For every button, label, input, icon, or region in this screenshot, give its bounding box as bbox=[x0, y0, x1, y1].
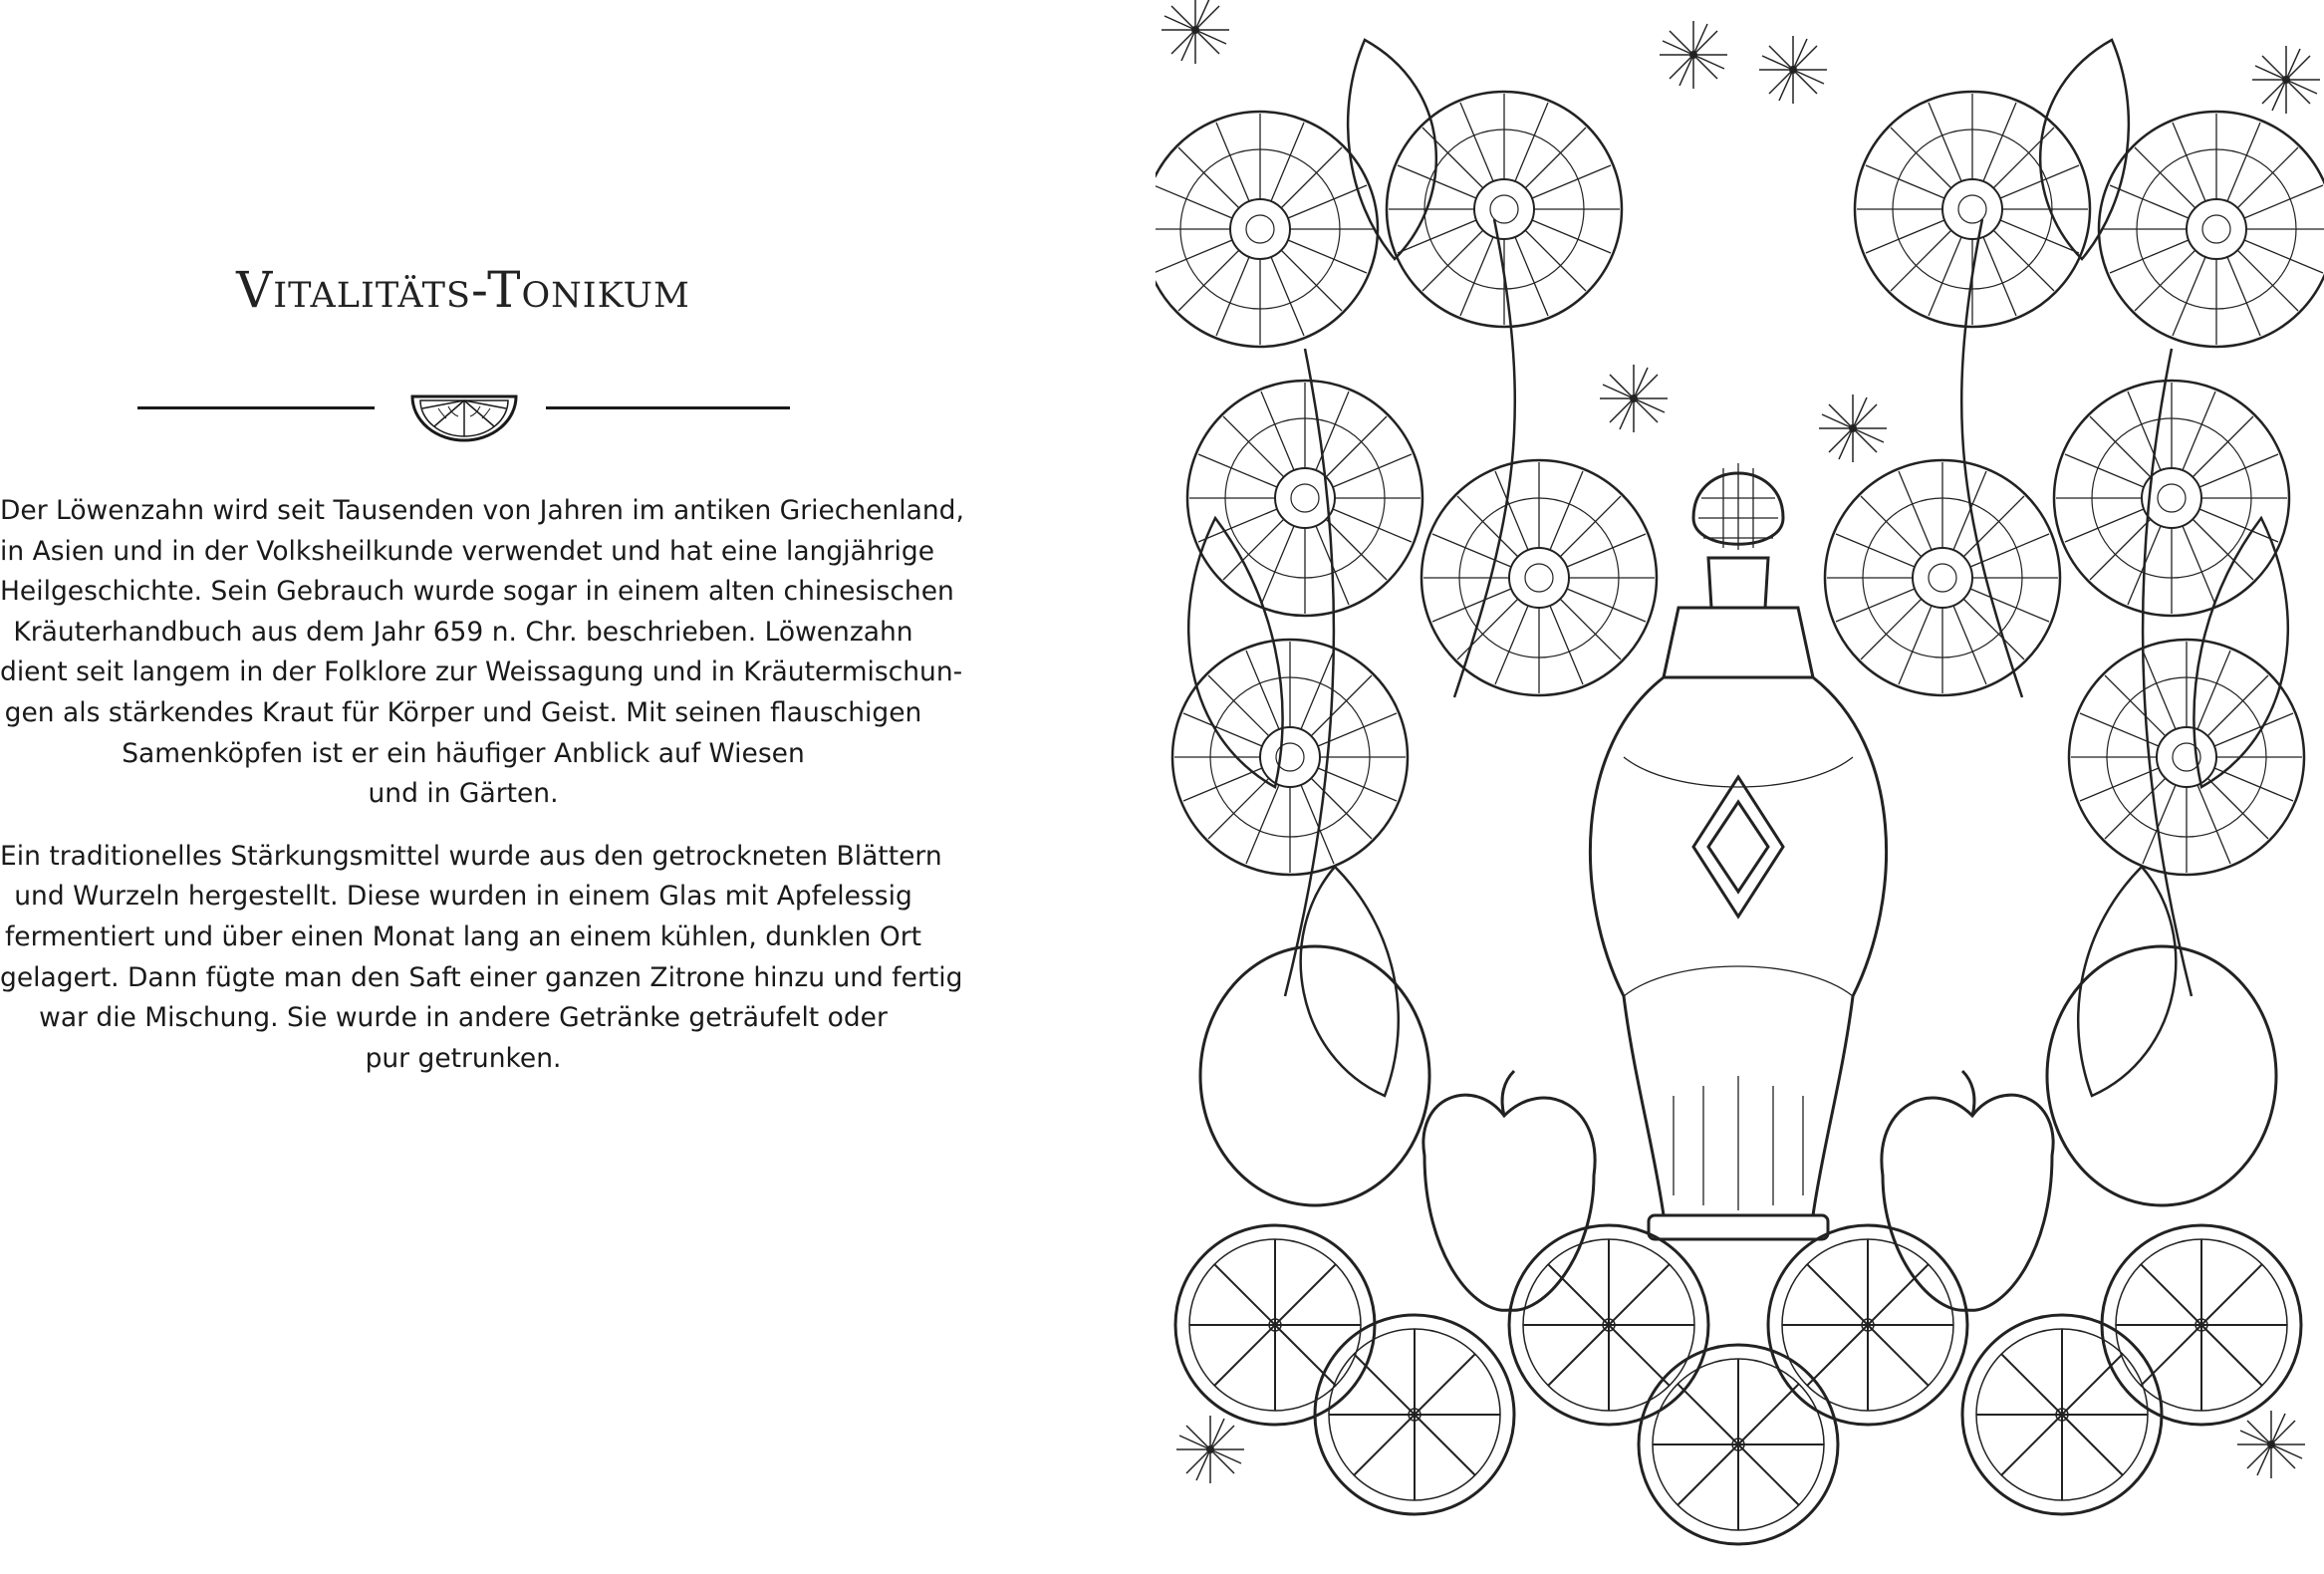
citrus-slice-icon bbox=[408, 387, 520, 442]
text-line: war die Mischung. Sie wurde in andere Getränke geträufelt oder bbox=[39, 1002, 888, 1034]
page-title: Vitalitäts-Tonikum bbox=[236, 261, 690, 319]
paragraph-1 bbox=[0, 491, 964, 815]
text-line: pur getrunken. bbox=[365, 1042, 562, 1074]
divider-rule-left bbox=[137, 406, 375, 409]
paragraph-2 bbox=[0, 837, 963, 1080]
text-line: und Wurzeln hergestellt. Diese wurden in einem Glas mit Apfelessig bbox=[14, 881, 912, 913]
text-line: Der Löwenzahn wird seit Tausenden von Jahren im antiken Griechenland, bbox=[0, 495, 964, 526]
text-line: Kräuterhandbuch aus dem Jahr 659 n. Chr. beschrieben. Löwenzahn bbox=[13, 616, 913, 648]
text-line: Heilgeschichte. Sein Gebrauch wurde sogar in einem alten chinesischen bbox=[0, 576, 954, 608]
body-text bbox=[0, 491, 964, 1101]
text-line: in Asien und in der Volksheilkunde verwendet und hat eine langjährige bbox=[0, 535, 935, 567]
divider-rule-right bbox=[546, 406, 790, 409]
text-line: Ein traditionelles Stärkungsmittel wurde aus den getrockneten Blättern bbox=[0, 840, 942, 872]
text-line: gen als stärkendes Kraut für Körper und Geist. Mit seinen flauschigen bbox=[4, 696, 922, 728]
text-line: dient seit langem in der Folklore zur Weissagung und in Kräutermischun- bbox=[0, 656, 963, 688]
ornamental-divider bbox=[137, 387, 790, 446]
text-page bbox=[0, 0, 964, 1574]
text-line: gelagert. Dann fügte man den Saft einer ganzen Zitrone hinzu und fertig bbox=[0, 961, 963, 993]
text-line: Samenköpfen ist er ein häufiger Anblick auf Wiesen bbox=[122, 737, 805, 769]
coloring-illustration bbox=[1156, 0, 2324, 1574]
text-line: fermentiert und über einen Monat lang an einem kühlen, dunklen Ort bbox=[4, 920, 922, 952]
text-line: und in Gärten. bbox=[368, 778, 559, 810]
